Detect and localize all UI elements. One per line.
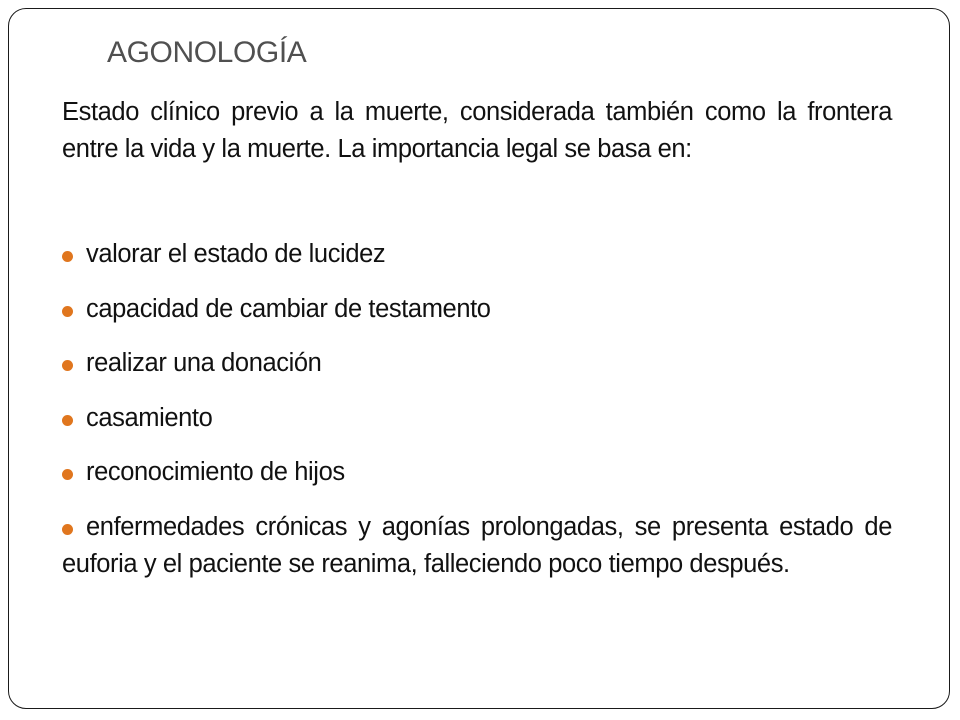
bullet-icon — [62, 360, 73, 371]
list-item — [62, 400, 892, 455]
bullet-icon — [62, 524, 73, 535]
list-item — [62, 509, 892, 583]
bullet-list — [62, 236, 892, 583]
list-item — [62, 345, 892, 400]
list-item — [62, 291, 892, 346]
bullet-text: casamiento — [86, 403, 213, 432]
list-item — [62, 236, 892, 291]
bullet-icon — [62, 469, 73, 480]
list-item — [62, 454, 892, 509]
bullet-icon — [62, 251, 73, 262]
bullet-text: reconocimiento de hijos — [86, 458, 345, 486]
intro-paragraph: Estado clínico previo a la muerte, considerada también como la frontera entre la vida y la muerte. La importancia legal se basa en: — [62, 98, 892, 163]
bullet-text: valorar el estado de lucidez — [86, 240, 386, 268]
slide-title: AGONOLOGÍA — [107, 36, 307, 69]
bullet-text: realizar una donación — [86, 349, 322, 377]
bullet-icon — [62, 306, 73, 317]
bullet-text: capacidad de cambiar de testamento — [86, 294, 491, 323]
bullet-text: enfermedades crónicas y agonías prolongadas, se presenta estado de euforia y el paciente se reanima, falleciendo poco tiempo después. — [62, 512, 892, 578]
bullet-icon — [62, 415, 73, 426]
